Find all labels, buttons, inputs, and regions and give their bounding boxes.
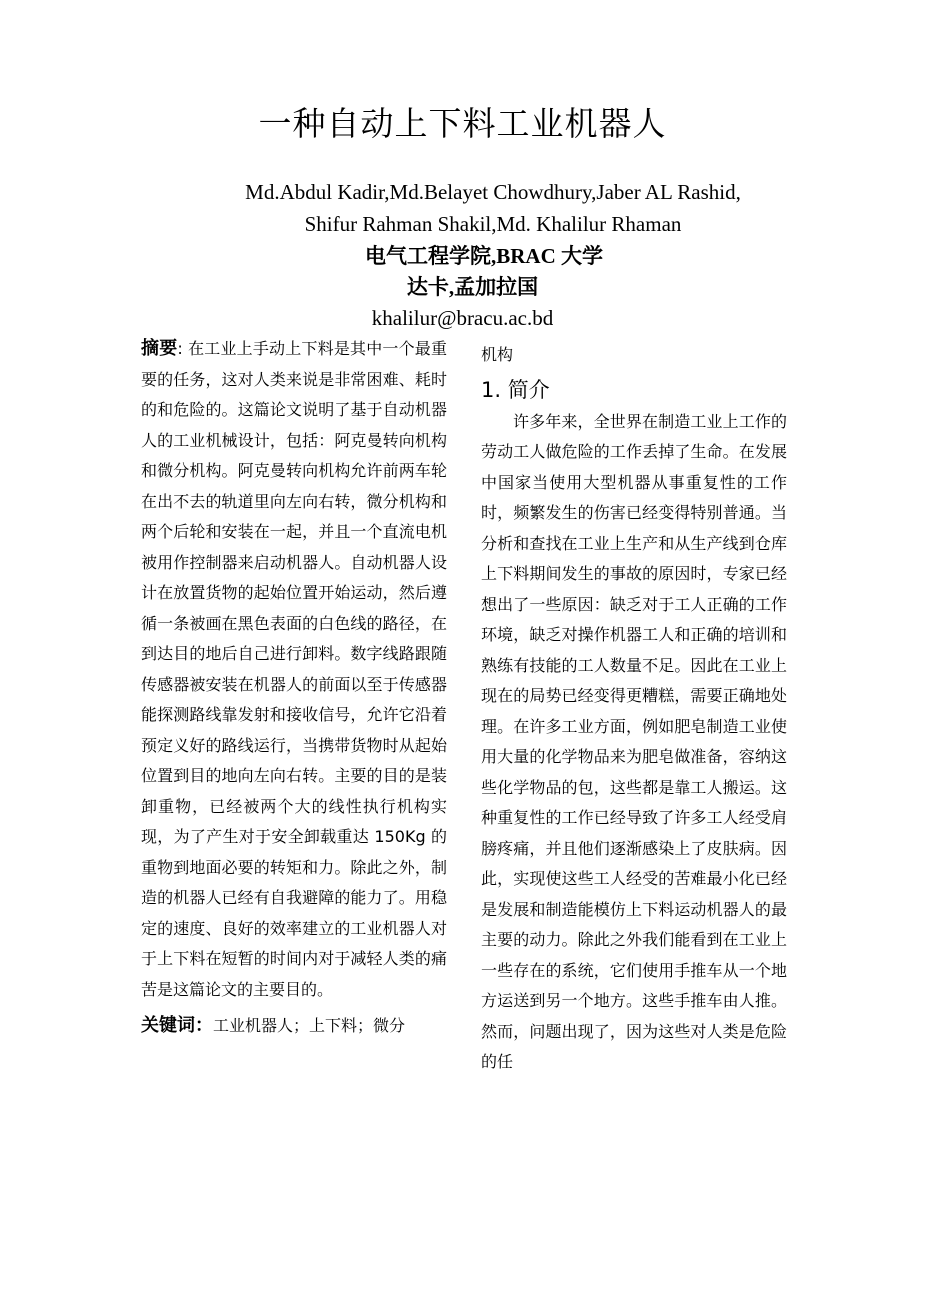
affiliation-line-2: 达卡,孟加拉国 — [406, 275, 539, 299]
intro-paragraph: 许多年来，全世界在制造工业上工作的劳动工人做危险的工作丢掉了生命。在发展中国家当使用大型机器从事重复性的工作时，频繁发生的伤害已经变得特别普通。当分析和查找在工业上生产和从生产线到仓库上下料期间发生的事故的原因时，专家已经想出了一些原因：缺乏对于工人正确的工作环境，缺乏对操作机器工人和正确的培训和熟练有技能的工人数量不足。因此在工业上现在的局势已经变得更糟糕，需要正确地处理。在许多工业方面，例如肥皂制造工业使用大量的化学物品来为肥皂做准备，容纳这些化学物品的包，这些都是靠工人搬运。这种重复性的工作已经导致了许多工人经受肩膀疼痛，并且他们逐渐感染上了皮肤病。因此，实现使这些工人经受的苦难最小化已经是发展和制造能模仿上下料运动机器人的最主要的动力。除此之外我们能看到在工业上一些存在的系统，它们使用手推车从一个地方运送到另一个地方。这些手推车由人推。然而，问题出现了，因为这些对人类是危险的任 — [481, 411, 787, 1071]
authors-line-2: Shifur Rahman Shakil,Md. Khalilur Rhaman — [304, 212, 682, 236]
keywords-label: 关键词： — [141, 1015, 213, 1036]
author-list — [0, 176, 925, 240]
keywords-continuation: 机构 — [481, 345, 514, 364]
abstract-label: 摘要 — [141, 338, 178, 359]
abstract-paragraph — [141, 334, 447, 1005]
affiliation-line-1: 电气工程学院,BRAC 大学 — [364, 244, 603, 268]
right-column — [481, 340, 787, 1078]
keywords-text: 工业机器人；上下料；微分 — [213, 1016, 406, 1035]
left-column — [141, 334, 447, 1042]
authors-line-1: Md.Abdul Kadir,Md.Belayet Chowdhury,Jaber AL Rashid, — [245, 180, 741, 204]
keywords-paragraph — [141, 1011, 447, 1042]
abstract-text: : 在工业上手动上下料是其中一个最重要的任务，这对人类来说是非常困难、耗时的和危险的。这篇论文说明了基于自动机器人的工业机械设计，包括：阿克曼转向机构和微分机构。阿克曼转向机构允许前两车轮在出不去的轨道里向左向右转，微分机构和两个后轮和安装在一起，并且一个直流电机被用作控制器来启动机器人。自动机器人设计在放置货物的起始位置开始运动，然后遵循一条被画在黑色表面的白色线的路径，在到达目的地后自己进行卸料。数字线路跟随传感器被安装在机器人的前面以至于传感器能探测路线靠发射和接收信号，允许它沿着预定义好的路线运行，当携带货物时从起始位置到目的地向左向右转。主要的目的是装卸重物，已经被两个大的线性执行机构实现，为了产生对于安全卸载重达 150Kg 的重物到地面必要的转矩和力。除此之外，制造的机器人已经有自我避障的能力了。用稳定的速度、良好的效率建立的工业机器人对于上下料在短暂的时间内对于减轻人类的痛苦是这篇论文的主要目的。 — [141, 339, 447, 999]
author-email: khalilur@bracu.ac.bd — [371, 306, 554, 330]
paper-title: 一种自动上下料工业机器人 — [258, 104, 667, 143]
intro-heading: 1. 简介 — [481, 377, 550, 402]
